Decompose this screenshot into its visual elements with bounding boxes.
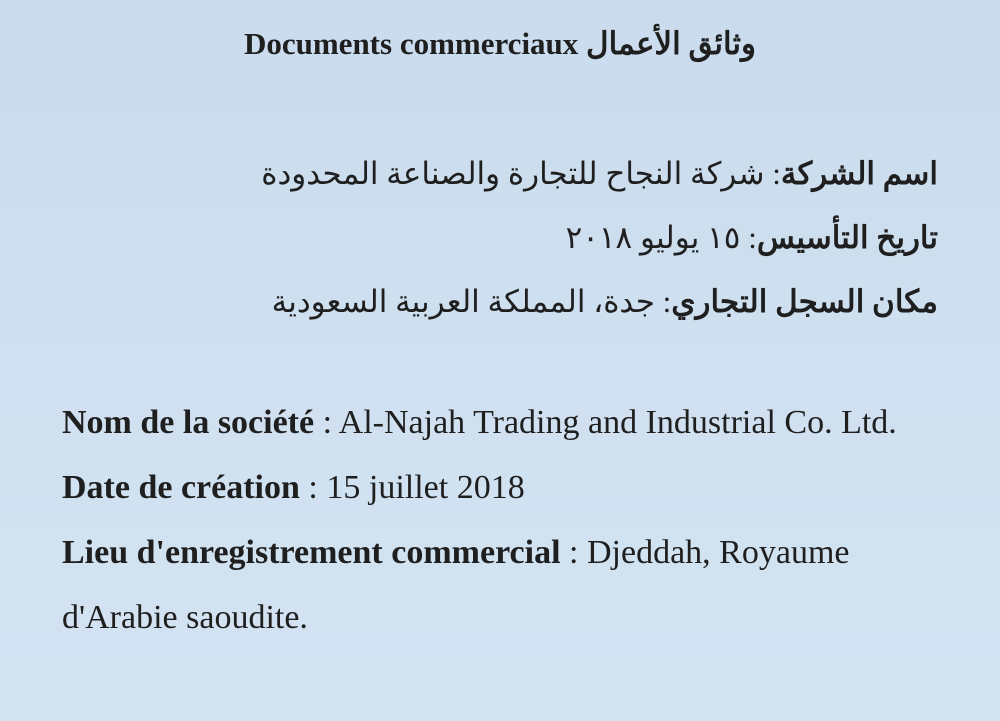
arabic-founding-date-value: ١٥ يوليو ٢٠١٨ bbox=[565, 220, 741, 255]
arabic-founding-date-label: تاريخ التأسيس bbox=[756, 220, 938, 255]
arabic-registry-place-label: مكان السجل التجاري bbox=[671, 284, 938, 319]
arabic-registry-place-separator: : bbox=[654, 284, 672, 319]
arabic-company-name-value: شركة النجاح للتجارة والصناعة المحدودة bbox=[261, 156, 765, 191]
arabic-company-name-separator: : bbox=[764, 156, 781, 191]
arabic-founding-date-separator: : bbox=[740, 220, 757, 255]
french-founding-date-value: : 15 juillet 2018 bbox=[299, 469, 525, 506]
arabic-company-name-row bbox=[58, 142, 938, 206]
french-founding-date-row bbox=[62, 455, 942, 520]
french-founding-date-label: Date de création bbox=[62, 469, 300, 506]
french-company-name-label: Nom de la société bbox=[62, 404, 315, 441]
french-registry-place-label: Lieu d'enregistrement commercial bbox=[62, 534, 561, 571]
document-title: Documents commerciaux وثائق الأعمال bbox=[243, 26, 757, 61]
arabic-registry-place-value: جدة، المملكة العربية السعودية bbox=[271, 284, 655, 319]
arabic-section bbox=[58, 142, 938, 334]
arabic-registry-place-row bbox=[58, 270, 938, 334]
french-section bbox=[62, 390, 942, 650]
arabic-founding-date-row bbox=[58, 206, 938, 270]
arabic-company-name-label: اسم الشركة bbox=[780, 156, 938, 191]
french-registry-place-value: : Djeddah, Royaume d'Arabie saoudite. bbox=[62, 534, 850, 636]
french-company-name-value: : Al-Najah Trading and Industrial Co. Ltd. bbox=[314, 404, 897, 441]
french-company-name-row bbox=[62, 390, 942, 455]
french-registry-place-row bbox=[62, 520, 942, 650]
